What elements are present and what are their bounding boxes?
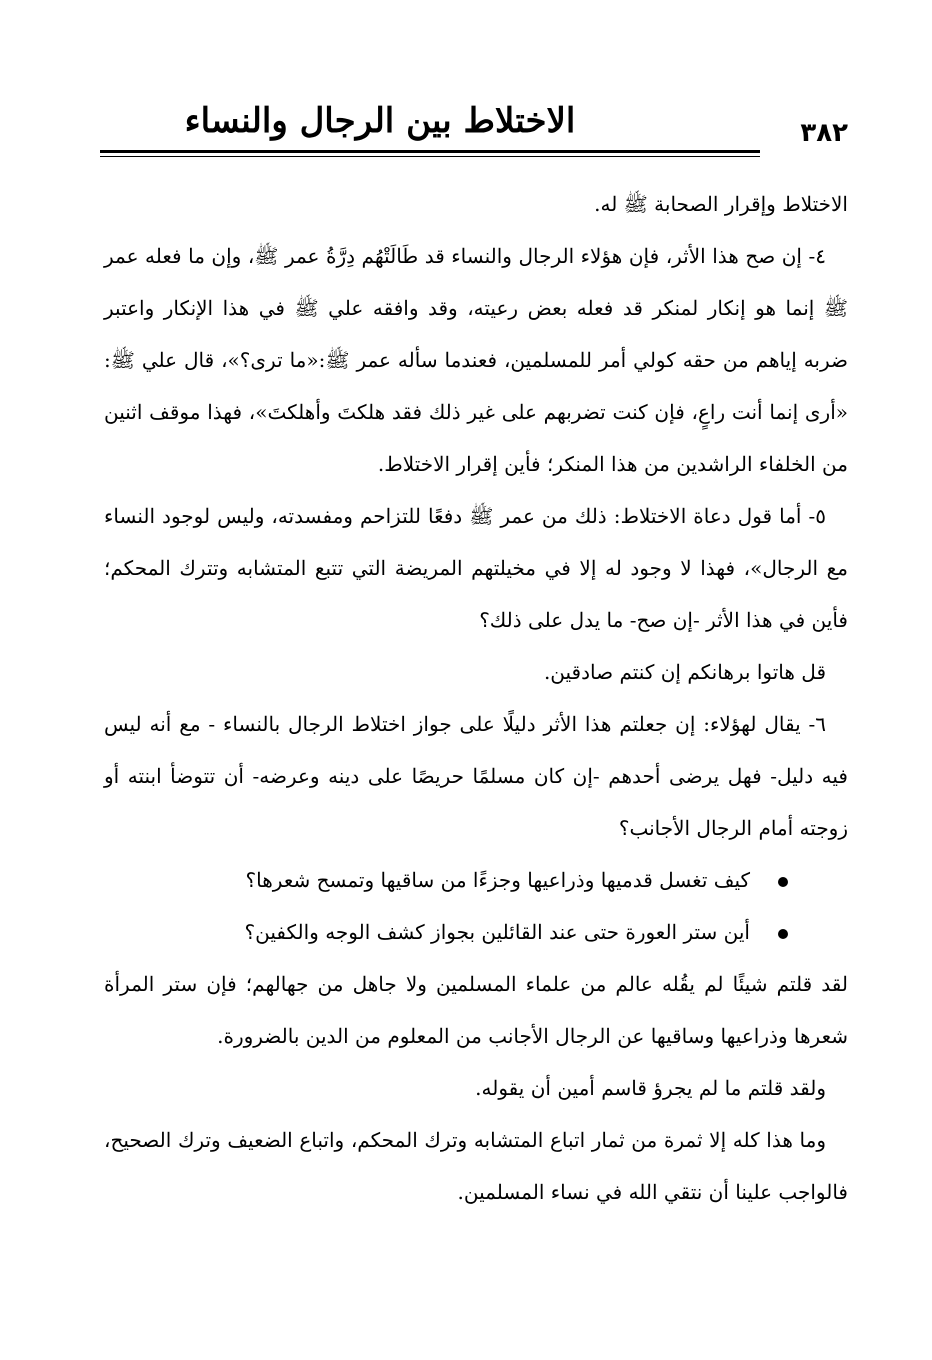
header-rule-thin — [100, 156, 760, 157]
bullet-icon — [778, 877, 788, 887]
page-body — [104, 178, 848, 1218]
paragraph-point-6: ٦- يقال لهؤلاء: إن جعلتم هذا الأثر دليلًا على جواز اختلاط الرجال بالنساء - مع أنه ليس فيه دليل- فهل يرضى أحدهم -إن كان مسلمًا حريصًا على دينه وعرضه- أن تتوضأ ابنته أو زوجته أمام الرجال الأجانب؟ — [104, 712, 848, 840]
paragraph-point-4: ٤- إن صح هذا الأثر، فإن هؤلاء الرجال والنساء قد طَالَتْهُم دِرَّةُ عمر ﷺ، وإن ما فعله عمر ﷺ إنما هو إنكار لمنكر قد فعله بعض رعيته، وقد وافقه علي ﷺ في هذا الإنكار واعتبر ضربه إياهم من حقه كولي أمر للمسلمين، فعندما سأله عمر ﷺ:«ما ترى؟»، قال علي ﷺ: «أرى إنما أنت راعٍ، فإن كنت تضربهم على غير ذلك فقد هلكتَ وأهلكتَ»، فهذا موقف اثنين من الخلفاء الراشدين من هذا المنكر؛ فأين إقرار الاختلاط. — [104, 244, 848, 476]
list-item-text: كيف تغسل قدميها وذراعيها وجزءًا من ساقيها وتمسح شعرها؟ — [245, 868, 750, 892]
page-header — [100, 96, 848, 158]
paragraph-conclusion: لقد قلتم شيئًا لم يقُله عالم من علماء المسلمين ولا جاهل من جهالهم؛ فإن ستر المرأة شعرها وذراعيها وساقيها عن الرجال الأجانب من المعلوم من الدين بالضرورة. — [104, 972, 848, 1048]
bullet-icon — [778, 929, 788, 939]
question-list — [104, 854, 848, 958]
header-rule — [100, 150, 760, 153]
paragraph-qasim-amin: ولقد قلتم ما لم يجرؤ قاسم أمين أن يقوله. — [475, 1076, 826, 1100]
page-number: ٣٨٢ — [800, 118, 848, 148]
paragraph-final: وما هذا كله إلا ثمرة من ثمار اتباع المتشابه وترك المحكم، واتباع الضعيف وترك الصحيح، فالواجب علينا أن نتقي الله في نساء المسلمين. — [104, 1128, 848, 1204]
paragraph-point-5: ٥- أما قول دعاة الاختلاط: ذلك من عمر ﷺ دفعًا للتزاحم ومفسدته، وليس لوجود النساء مع الرجال»، فهذا لا وجود له إلا في مخيلتهم المريضة التي تتبع المتشابه وتترك المحكم؛ فأين في هذا الأثر -إن صح- ما يدل على ذلك؟ — [104, 504, 848, 632]
paragraph-quote: قل هاتوا برهانكم إن كنتم صادقين. — [543, 660, 826, 684]
book-title: الاختلاط بين الرجال والنساء — [184, 101, 576, 141]
paragraph-intro: الاختلاط وإقرار الصحابة ﷺ له. — [594, 192, 848, 216]
list-item — [104, 906, 788, 958]
list-item — [104, 854, 788, 906]
list-item-text: أين ستر العورة حتى عند القائلين بجواز كشف الوجه والكفين؟ — [244, 920, 750, 944]
